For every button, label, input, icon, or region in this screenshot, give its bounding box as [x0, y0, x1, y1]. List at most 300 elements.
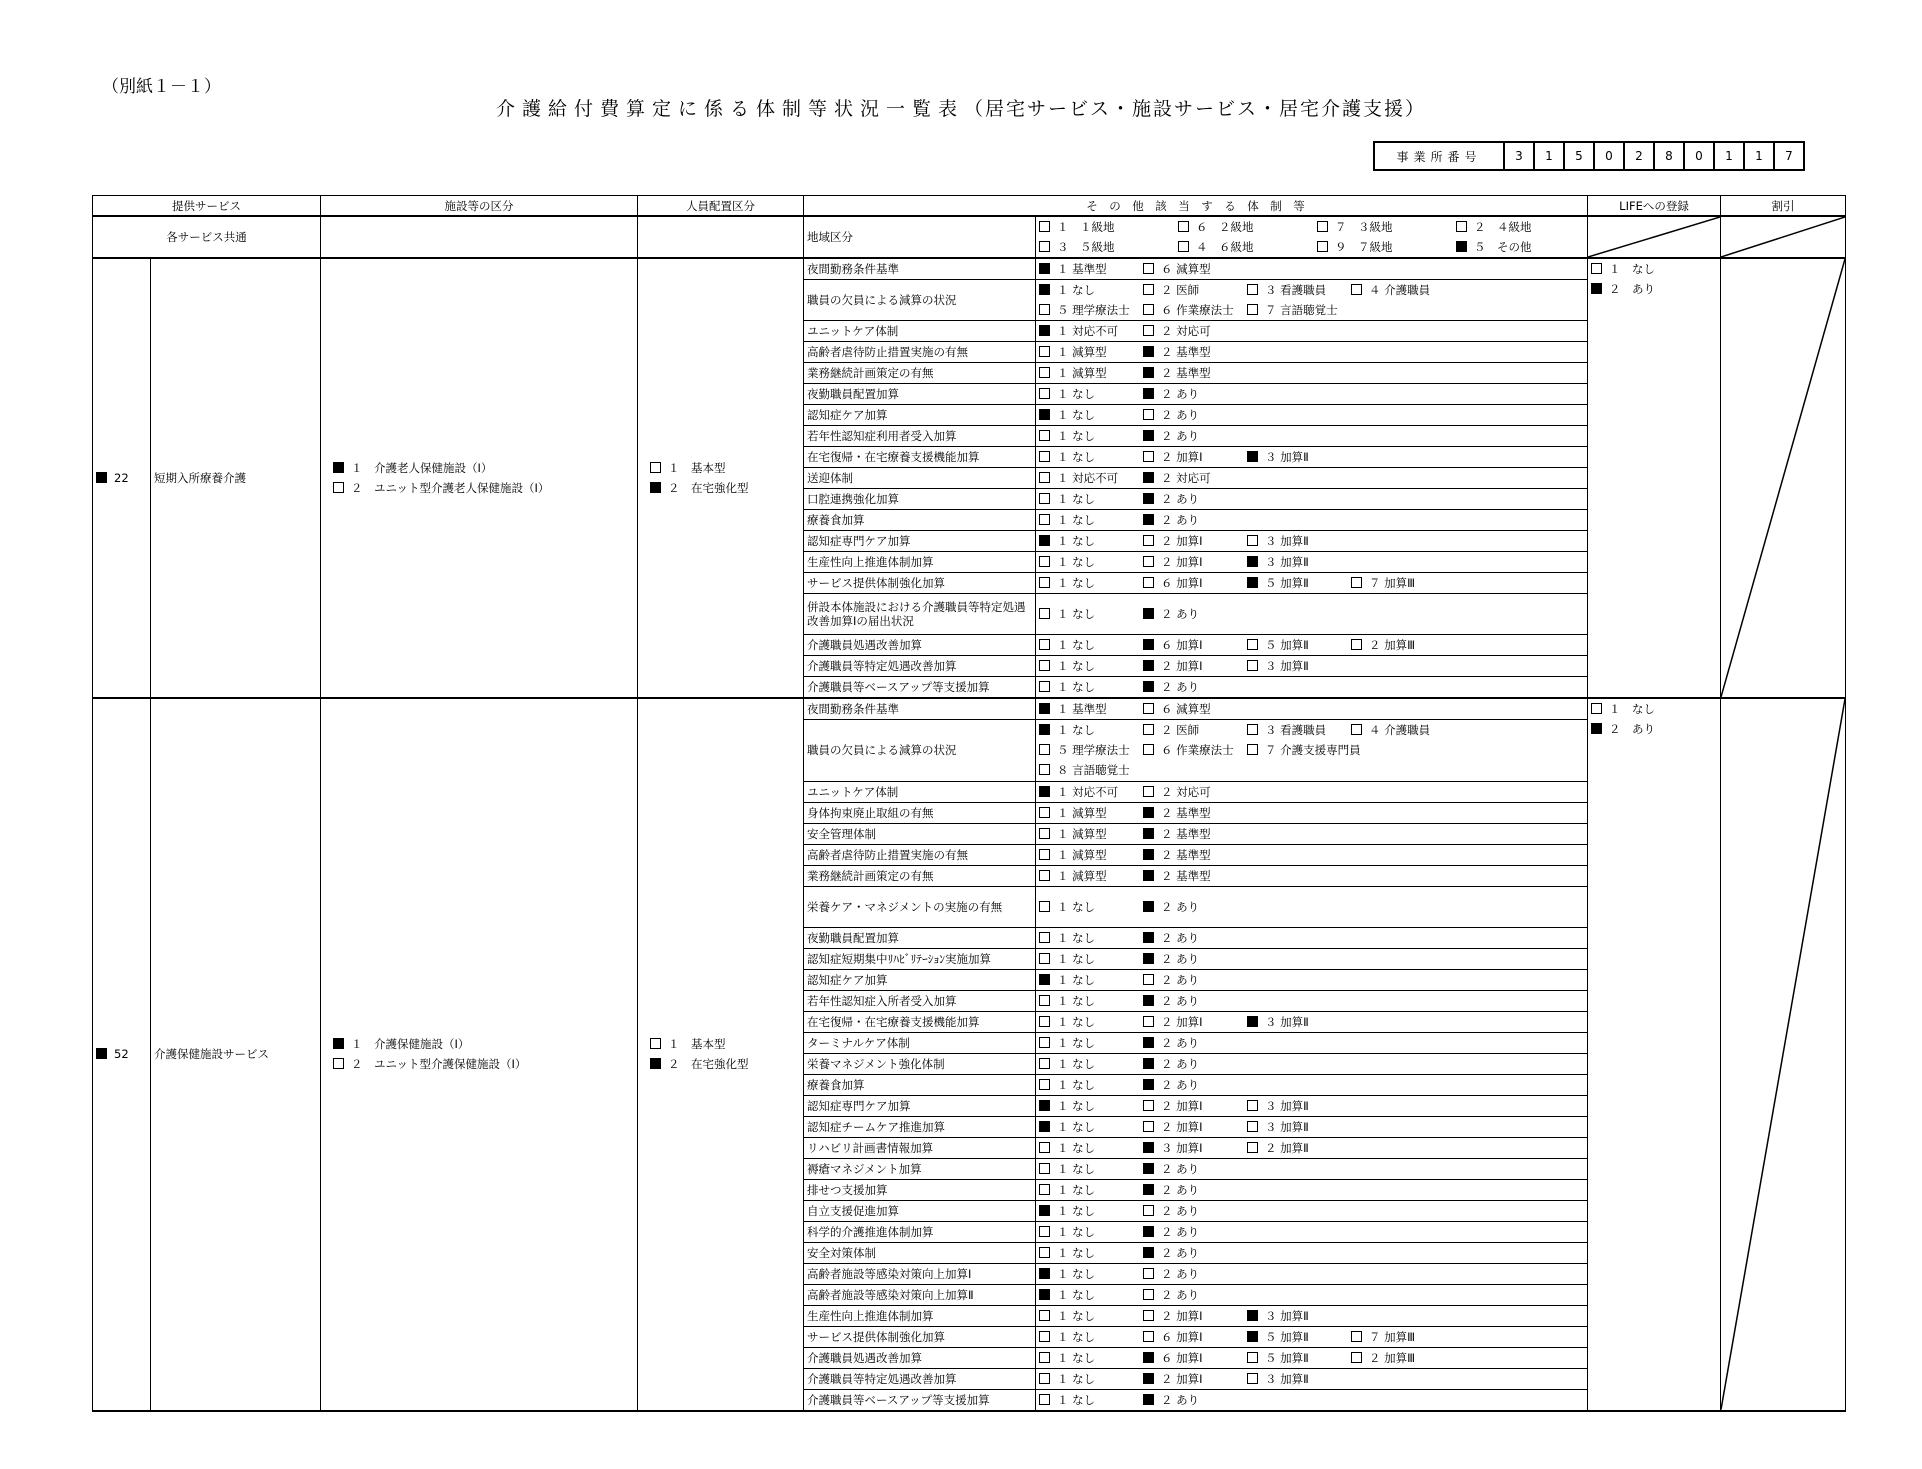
- option[interactable]: [650, 478, 749, 498]
- option[interactable]: [1143, 384, 1247, 404]
- unchecked-box-icon[interactable]: [1039, 608, 1050, 619]
- checked-box-icon[interactable]: [1247, 556, 1258, 567]
- checked-box-icon[interactable]: [1039, 1100, 1050, 1111]
- checked-box-icon[interactable]: [1143, 1142, 1154, 1153]
- option[interactable]: [1143, 991, 1247, 1011]
- option[interactable]: [1039, 782, 1143, 802]
- checked-box-icon[interactable]: [1247, 1310, 1258, 1321]
- checked-box-icon[interactable]: [1143, 1184, 1154, 1195]
- unchecked-box-icon[interactable]: [1143, 703, 1154, 714]
- unchecked-box-icon[interactable]: [1247, 284, 1258, 295]
- option[interactable]: [1143, 447, 1247, 467]
- checked-box-icon[interactable]: [1039, 325, 1050, 336]
- option[interactable]: [333, 1054, 526, 1074]
- checked-box-icon[interactable]: [1039, 284, 1050, 295]
- option[interactable]: [1039, 1369, 1143, 1389]
- option[interactable]: [1143, 426, 1247, 446]
- checked-box-icon[interactable]: [1143, 346, 1154, 357]
- checked-box-icon[interactable]: [1143, 953, 1154, 964]
- option[interactable]: [1143, 1159, 1247, 1179]
- option[interactable]: [1143, 573, 1247, 593]
- unchecked-box-icon[interactable]: [1039, 953, 1050, 964]
- option[interactable]: [1143, 604, 1247, 624]
- unchecked-box-icon[interactable]: [1039, 639, 1050, 650]
- unchecked-box-icon[interactable]: [1039, 1394, 1050, 1405]
- unchecked-box-icon[interactable]: [1039, 764, 1050, 775]
- checked-box-icon[interactable]: [1143, 430, 1154, 441]
- option[interactable]: [650, 458, 726, 478]
- checked-box-icon[interactable]: [1039, 1289, 1050, 1300]
- option[interactable]: [1039, 1222, 1143, 1242]
- option[interactable]: [1178, 237, 1317, 257]
- option[interactable]: [1351, 635, 1455, 655]
- option[interactable]: [1039, 1138, 1143, 1158]
- unchecked-box-icon[interactable]: [1143, 786, 1154, 797]
- option[interactable]: [1039, 1075, 1143, 1095]
- checked-box-icon[interactable]: [1143, 1163, 1154, 1174]
- option[interactable]: [1143, 363, 1247, 383]
- option[interactable]: [1143, 866, 1247, 886]
- checked-box-icon[interactable]: [1143, 514, 1154, 525]
- option[interactable]: [1143, 1369, 1247, 1389]
- option[interactable]: [1143, 720, 1247, 740]
- option[interactable]: [1143, 1285, 1247, 1305]
- checked-box-icon[interactable]: [1143, 901, 1154, 912]
- option[interactable]: [1247, 280, 1351, 300]
- option[interactable]: [1039, 845, 1143, 865]
- option[interactable]: [1039, 447, 1143, 467]
- unchecked-box-icon[interactable]: [1039, 367, 1050, 378]
- unchecked-box-icon[interactable]: [1039, 870, 1050, 881]
- option[interactable]: [1351, 280, 1455, 300]
- option[interactable]: [1143, 1138, 1247, 1158]
- unchecked-box-icon[interactable]: [1039, 304, 1050, 315]
- unchecked-box-icon[interactable]: [1039, 828, 1050, 839]
- unchecked-box-icon[interactable]: [1178, 221, 1189, 232]
- option[interactable]: [1039, 1264, 1143, 1284]
- option[interactable]: [1247, 1012, 1351, 1032]
- checked-box-icon[interactable]: [1143, 1394, 1154, 1405]
- unchecked-box-icon[interactable]: [1039, 995, 1050, 1006]
- unchecked-box-icon[interactable]: [1039, 1373, 1050, 1384]
- unchecked-box-icon[interactable]: [1039, 1058, 1050, 1069]
- checked-box-icon[interactable]: [1143, 660, 1154, 671]
- checked-box-icon[interactable]: [1039, 535, 1050, 546]
- unchecked-box-icon[interactable]: [1143, 556, 1154, 567]
- checked-box-icon[interactable]: [1143, 681, 1154, 692]
- unchecked-box-icon[interactable]: [1247, 724, 1258, 735]
- option[interactable]: [1143, 1243, 1247, 1263]
- checked-box-icon[interactable]: [1247, 1016, 1258, 1027]
- checked-box-icon[interactable]: [1039, 409, 1050, 420]
- option[interactable]: [1351, 573, 1455, 593]
- unchecked-box-icon[interactable]: [1247, 744, 1258, 755]
- checked-box-icon[interactable]: [1247, 577, 1258, 588]
- option[interactable]: [1039, 897, 1143, 917]
- unchecked-box-icon[interactable]: [650, 462, 661, 473]
- checked-box-icon[interactable]: [1039, 1205, 1050, 1216]
- unchecked-box-icon[interactable]: [1591, 703, 1602, 714]
- unchecked-box-icon[interactable]: [1143, 974, 1154, 985]
- unchecked-box-icon[interactable]: [1039, 1037, 1050, 1048]
- checked-box-icon[interactable]: [1143, 1037, 1154, 1048]
- option[interactable]: [1247, 635, 1351, 655]
- checked-box-icon[interactable]: [1143, 807, 1154, 818]
- unchecked-box-icon[interactable]: [1039, 932, 1050, 943]
- checked-box-icon[interactable]: [1039, 703, 1050, 714]
- unchecked-box-icon[interactable]: [1143, 1016, 1154, 1027]
- option[interactable]: [1143, 824, 1247, 844]
- unchecked-box-icon[interactable]: [1351, 1352, 1362, 1363]
- option[interactable]: [1039, 1306, 1143, 1326]
- unchecked-box-icon[interactable]: [1351, 577, 1362, 588]
- checked-box-icon[interactable]: [1143, 608, 1154, 619]
- unchecked-box-icon[interactable]: [1039, 451, 1050, 462]
- checked-box-icon[interactable]: [1039, 263, 1050, 274]
- unchecked-box-icon[interactable]: [1317, 221, 1328, 232]
- option[interactable]: [1143, 300, 1247, 320]
- unchecked-box-icon[interactable]: [1247, 1352, 1258, 1363]
- option[interactable]: [1351, 1348, 1455, 1368]
- option[interactable]: [1039, 384, 1143, 404]
- unchecked-box-icon[interactable]: [1039, 388, 1050, 399]
- unchecked-box-icon[interactable]: [1351, 639, 1362, 650]
- checked-box-icon[interactable]: [1143, 1352, 1154, 1363]
- option[interactable]: [1143, 897, 1247, 917]
- option[interactable]: [1247, 1306, 1351, 1326]
- option[interactable]: [1247, 573, 1351, 593]
- option[interactable]: [1143, 1264, 1247, 1284]
- option[interactable]: [1039, 928, 1143, 948]
- unchecked-box-icon[interactable]: [1039, 1331, 1050, 1342]
- option[interactable]: [1591, 259, 1655, 279]
- option[interactable]: [1039, 1033, 1143, 1053]
- option[interactable]: [1143, 280, 1247, 300]
- option[interactable]: [1039, 1201, 1143, 1221]
- option[interactable]: [1039, 604, 1143, 624]
- unchecked-box-icon[interactable]: [1247, 1100, 1258, 1111]
- option[interactable]: [1039, 677, 1143, 697]
- option[interactable]: [333, 478, 549, 498]
- option[interactable]: [1143, 321, 1247, 341]
- option[interactable]: [1039, 217, 1178, 237]
- unchecked-box-icon[interactable]: [1039, 556, 1050, 567]
- option[interactable]: [1247, 720, 1351, 740]
- option[interactable]: [1456, 237, 1588, 257]
- option[interactable]: [1143, 1075, 1247, 1095]
- option[interactable]: [1039, 699, 1143, 719]
- checked-box-icon[interactable]: [1039, 974, 1050, 985]
- unchecked-box-icon[interactable]: [1351, 1331, 1362, 1342]
- unchecked-box-icon[interactable]: [650, 1038, 661, 1049]
- checked-box-icon[interactable]: [1143, 828, 1154, 839]
- unchecked-box-icon[interactable]: [1351, 284, 1362, 295]
- unchecked-box-icon[interactable]: [1143, 1100, 1154, 1111]
- unchecked-box-icon[interactable]: [1039, 472, 1050, 483]
- option[interactable]: [1039, 1054, 1143, 1074]
- unchecked-box-icon[interactable]: [1247, 1121, 1258, 1132]
- unchecked-box-icon[interactable]: [1039, 346, 1050, 357]
- unchecked-box-icon[interactable]: [1143, 451, 1154, 462]
- option[interactable]: [1247, 1327, 1351, 1347]
- option[interactable]: [1039, 321, 1143, 341]
- option[interactable]: [1247, 656, 1351, 676]
- option[interactable]: [1351, 720, 1455, 740]
- unchecked-box-icon[interactable]: [1039, 1016, 1050, 1027]
- option[interactable]: [1143, 1327, 1247, 1347]
- option[interactable]: [1143, 949, 1247, 969]
- unchecked-box-icon[interactable]: [1456, 221, 1467, 232]
- checked-box-icon[interactable]: [1456, 241, 1467, 252]
- option[interactable]: [1039, 803, 1143, 823]
- option[interactable]: [1143, 740, 1247, 760]
- option[interactable]: [1039, 1159, 1143, 1179]
- unchecked-box-icon[interactable]: [1039, 430, 1050, 441]
- option[interactable]: [1143, 1390, 1247, 1410]
- unchecked-box-icon[interactable]: [1039, 1163, 1050, 1174]
- option[interactable]: [1039, 1096, 1143, 1116]
- option[interactable]: [1143, 552, 1247, 572]
- option[interactable]: [1039, 468, 1143, 488]
- option[interactable]: [1143, 1306, 1247, 1326]
- option[interactable]: [1178, 217, 1317, 237]
- checked-box-icon[interactable]: [1143, 870, 1154, 881]
- checked-box-icon[interactable]: [1039, 1268, 1050, 1279]
- checked-box-icon[interactable]: [1591, 723, 1602, 734]
- option[interactable]: [1039, 280, 1143, 300]
- option[interactable]: [1351, 1327, 1455, 1347]
- checked-box-icon[interactable]: [96, 472, 107, 483]
- checked-box-icon[interactable]: [1591, 283, 1602, 294]
- option[interactable]: [1143, 468, 1247, 488]
- unchecked-box-icon[interactable]: [1039, 901, 1050, 912]
- unchecked-box-icon[interactable]: [1143, 1289, 1154, 1300]
- unchecked-box-icon[interactable]: [1143, 409, 1154, 420]
- option[interactable]: [1039, 991, 1143, 1011]
- option[interactable]: [1317, 217, 1456, 237]
- unchecked-box-icon[interactable]: [1143, 1205, 1154, 1216]
- checked-box-icon[interactable]: [1247, 451, 1258, 462]
- unchecked-box-icon[interactable]: [1351, 724, 1362, 735]
- option[interactable]: [1143, 1348, 1247, 1368]
- checked-box-icon[interactable]: [1247, 1331, 1258, 1342]
- option[interactable]: [1143, 1222, 1247, 1242]
- unchecked-box-icon[interactable]: [1143, 1121, 1154, 1132]
- option[interactable]: [1039, 342, 1143, 362]
- unchecked-box-icon[interactable]: [1143, 724, 1154, 735]
- unchecked-box-icon[interactable]: [1039, 514, 1050, 525]
- unchecked-box-icon[interactable]: [333, 482, 344, 493]
- unchecked-box-icon[interactable]: [1143, 263, 1154, 274]
- option[interactable]: [1039, 1180, 1143, 1200]
- option[interactable]: [1039, 760, 1143, 780]
- option[interactable]: [1039, 970, 1143, 990]
- unchecked-box-icon[interactable]: [1039, 1142, 1050, 1153]
- option[interactable]: [1143, 970, 1247, 990]
- unchecked-box-icon[interactable]: [1039, 1247, 1050, 1258]
- checked-box-icon[interactable]: [333, 462, 344, 473]
- option[interactable]: [1039, 1243, 1143, 1263]
- unchecked-box-icon[interactable]: [1247, 535, 1258, 546]
- option[interactable]: [1143, 928, 1247, 948]
- option[interactable]: [1247, 447, 1351, 467]
- option[interactable]: [1143, 1180, 1247, 1200]
- unchecked-box-icon[interactable]: [1143, 284, 1154, 295]
- option[interactable]: [1039, 259, 1143, 279]
- checked-box-icon[interactable]: [1143, 932, 1154, 943]
- option[interactable]: [1591, 699, 1655, 719]
- checked-box-icon[interactable]: [1143, 849, 1154, 860]
- option[interactable]: [1039, 1390, 1143, 1410]
- option[interactable]: [1039, 531, 1143, 551]
- option[interactable]: [1039, 300, 1143, 320]
- option[interactable]: [1039, 552, 1143, 572]
- option[interactable]: [1143, 803, 1247, 823]
- option[interactable]: [1143, 1117, 1247, 1137]
- checked-box-icon[interactable]: [1143, 1058, 1154, 1069]
- unchecked-box-icon[interactable]: [1039, 660, 1050, 671]
- option[interactable]: [1039, 426, 1143, 446]
- option[interactable]: [1143, 1096, 1247, 1116]
- option[interactable]: [1039, 1012, 1143, 1032]
- option[interactable]: [1247, 1348, 1351, 1368]
- unchecked-box-icon[interactable]: [1247, 1142, 1258, 1153]
- option[interactable]: [1039, 1327, 1143, 1347]
- unchecked-box-icon[interactable]: [1247, 1373, 1258, 1384]
- option[interactable]: [1456, 217, 1588, 237]
- checked-box-icon[interactable]: [1143, 493, 1154, 504]
- checked-box-icon[interactable]: [1039, 1121, 1050, 1132]
- option[interactable]: [1591, 719, 1655, 739]
- checked-box-icon[interactable]: [1143, 1226, 1154, 1237]
- option[interactable]: [1143, 1201, 1247, 1221]
- option[interactable]: [1039, 237, 1178, 257]
- unchecked-box-icon[interactable]: [1039, 241, 1050, 252]
- option[interactable]: [1039, 720, 1143, 740]
- option[interactable]: [1039, 866, 1143, 886]
- unchecked-box-icon[interactable]: [1247, 304, 1258, 315]
- option[interactable]: [1039, 510, 1143, 530]
- option[interactable]: [1317, 237, 1456, 257]
- option[interactable]: [1143, 699, 1247, 719]
- checked-box-icon[interactable]: [1039, 724, 1050, 735]
- option[interactable]: [1247, 1138, 1351, 1158]
- option[interactable]: [1143, 1033, 1247, 1053]
- checked-box-icon[interactable]: [333, 1038, 344, 1049]
- checked-box-icon[interactable]: [1039, 786, 1050, 797]
- checked-box-icon[interactable]: [1143, 388, 1154, 399]
- option[interactable]: [1143, 342, 1247, 362]
- option[interactable]: [1143, 405, 1247, 425]
- option[interactable]: [1039, 824, 1143, 844]
- option[interactable]: [1039, 405, 1143, 425]
- unchecked-box-icon[interactable]: [1039, 807, 1050, 818]
- option[interactable]: [1143, 259, 1247, 279]
- unchecked-box-icon[interactable]: [1591, 263, 1602, 274]
- unchecked-box-icon[interactable]: [1039, 849, 1050, 860]
- unchecked-box-icon[interactable]: [1247, 660, 1258, 671]
- checked-box-icon[interactable]: [1143, 1373, 1154, 1384]
- option[interactable]: [1039, 740, 1143, 760]
- option[interactable]: [1247, 740, 1361, 760]
- checked-box-icon[interactable]: [1143, 367, 1154, 378]
- option[interactable]: [333, 1034, 469, 1054]
- unchecked-box-icon[interactable]: [1039, 1226, 1050, 1237]
- option[interactable]: [1143, 510, 1247, 530]
- unchecked-box-icon[interactable]: [1039, 1184, 1050, 1195]
- unchecked-box-icon[interactable]: [1143, 535, 1154, 546]
- option[interactable]: [1039, 1348, 1143, 1368]
- checked-box-icon[interactable]: [1143, 639, 1154, 650]
- unchecked-box-icon[interactable]: [1039, 1352, 1050, 1363]
- option[interactable]: [333, 458, 492, 478]
- unchecked-box-icon[interactable]: [1143, 1268, 1154, 1279]
- option[interactable]: [1039, 1117, 1143, 1137]
- unchecked-box-icon[interactable]: [1039, 681, 1050, 692]
- option[interactable]: [1247, 552, 1351, 572]
- checked-box-icon[interactable]: [96, 1048, 107, 1059]
- option[interactable]: [1247, 1117, 1351, 1137]
- option[interactable]: [1247, 1369, 1351, 1389]
- checked-box-icon[interactable]: [1143, 995, 1154, 1006]
- unchecked-box-icon[interactable]: [1143, 1310, 1154, 1321]
- option[interactable]: [1039, 949, 1143, 969]
- checked-box-icon[interactable]: [1143, 1247, 1154, 1258]
- option[interactable]: [1143, 1012, 1247, 1032]
- option[interactable]: [1247, 1096, 1351, 1116]
- option[interactable]: [1039, 635, 1143, 655]
- option[interactable]: [1143, 677, 1247, 697]
- option[interactable]: [1247, 531, 1351, 551]
- unchecked-box-icon[interactable]: [1143, 744, 1154, 755]
- checked-box-icon[interactable]: [650, 1058, 661, 1069]
- unchecked-box-icon[interactable]: [1039, 1079, 1050, 1090]
- option[interactable]: [1143, 489, 1247, 509]
- unchecked-box-icon[interactable]: [1039, 1310, 1050, 1321]
- unchecked-box-icon[interactable]: [1143, 1331, 1154, 1342]
- option[interactable]: [1143, 531, 1247, 551]
- option[interactable]: [650, 1034, 726, 1054]
- option[interactable]: [1143, 635, 1247, 655]
- checked-box-icon[interactable]: [650, 482, 661, 493]
- option[interactable]: [1039, 656, 1143, 676]
- option[interactable]: [1039, 1285, 1143, 1305]
- unchecked-box-icon[interactable]: [1039, 577, 1050, 588]
- option[interactable]: [650, 1054, 749, 1074]
- unchecked-box-icon[interactable]: [1039, 493, 1050, 504]
- option[interactable]: [1591, 279, 1655, 299]
- unchecked-box-icon[interactable]: [1039, 744, 1050, 755]
- option[interactable]: [1039, 363, 1143, 383]
- option[interactable]: [1247, 300, 1351, 320]
- option[interactable]: [1143, 656, 1247, 676]
- unchecked-box-icon[interactable]: [1178, 241, 1189, 252]
- unchecked-box-icon[interactable]: [333, 1058, 344, 1069]
- option[interactable]: [1143, 782, 1247, 802]
- option[interactable]: [1039, 489, 1143, 509]
- checked-box-icon[interactable]: [1143, 1079, 1154, 1090]
- unchecked-box-icon[interactable]: [1143, 304, 1154, 315]
- option[interactable]: [1143, 845, 1247, 865]
- checked-box-icon[interactable]: [1143, 472, 1154, 483]
- unchecked-box-icon[interactable]: [1317, 241, 1328, 252]
- option[interactable]: [1143, 1054, 1247, 1074]
- option[interactable]: [1039, 573, 1143, 593]
- unchecked-box-icon[interactable]: [1143, 577, 1154, 588]
- unchecked-box-icon[interactable]: [1247, 639, 1258, 650]
- unchecked-box-icon[interactable]: [1039, 221, 1050, 232]
- unchecked-box-icon[interactable]: [1143, 325, 1154, 336]
